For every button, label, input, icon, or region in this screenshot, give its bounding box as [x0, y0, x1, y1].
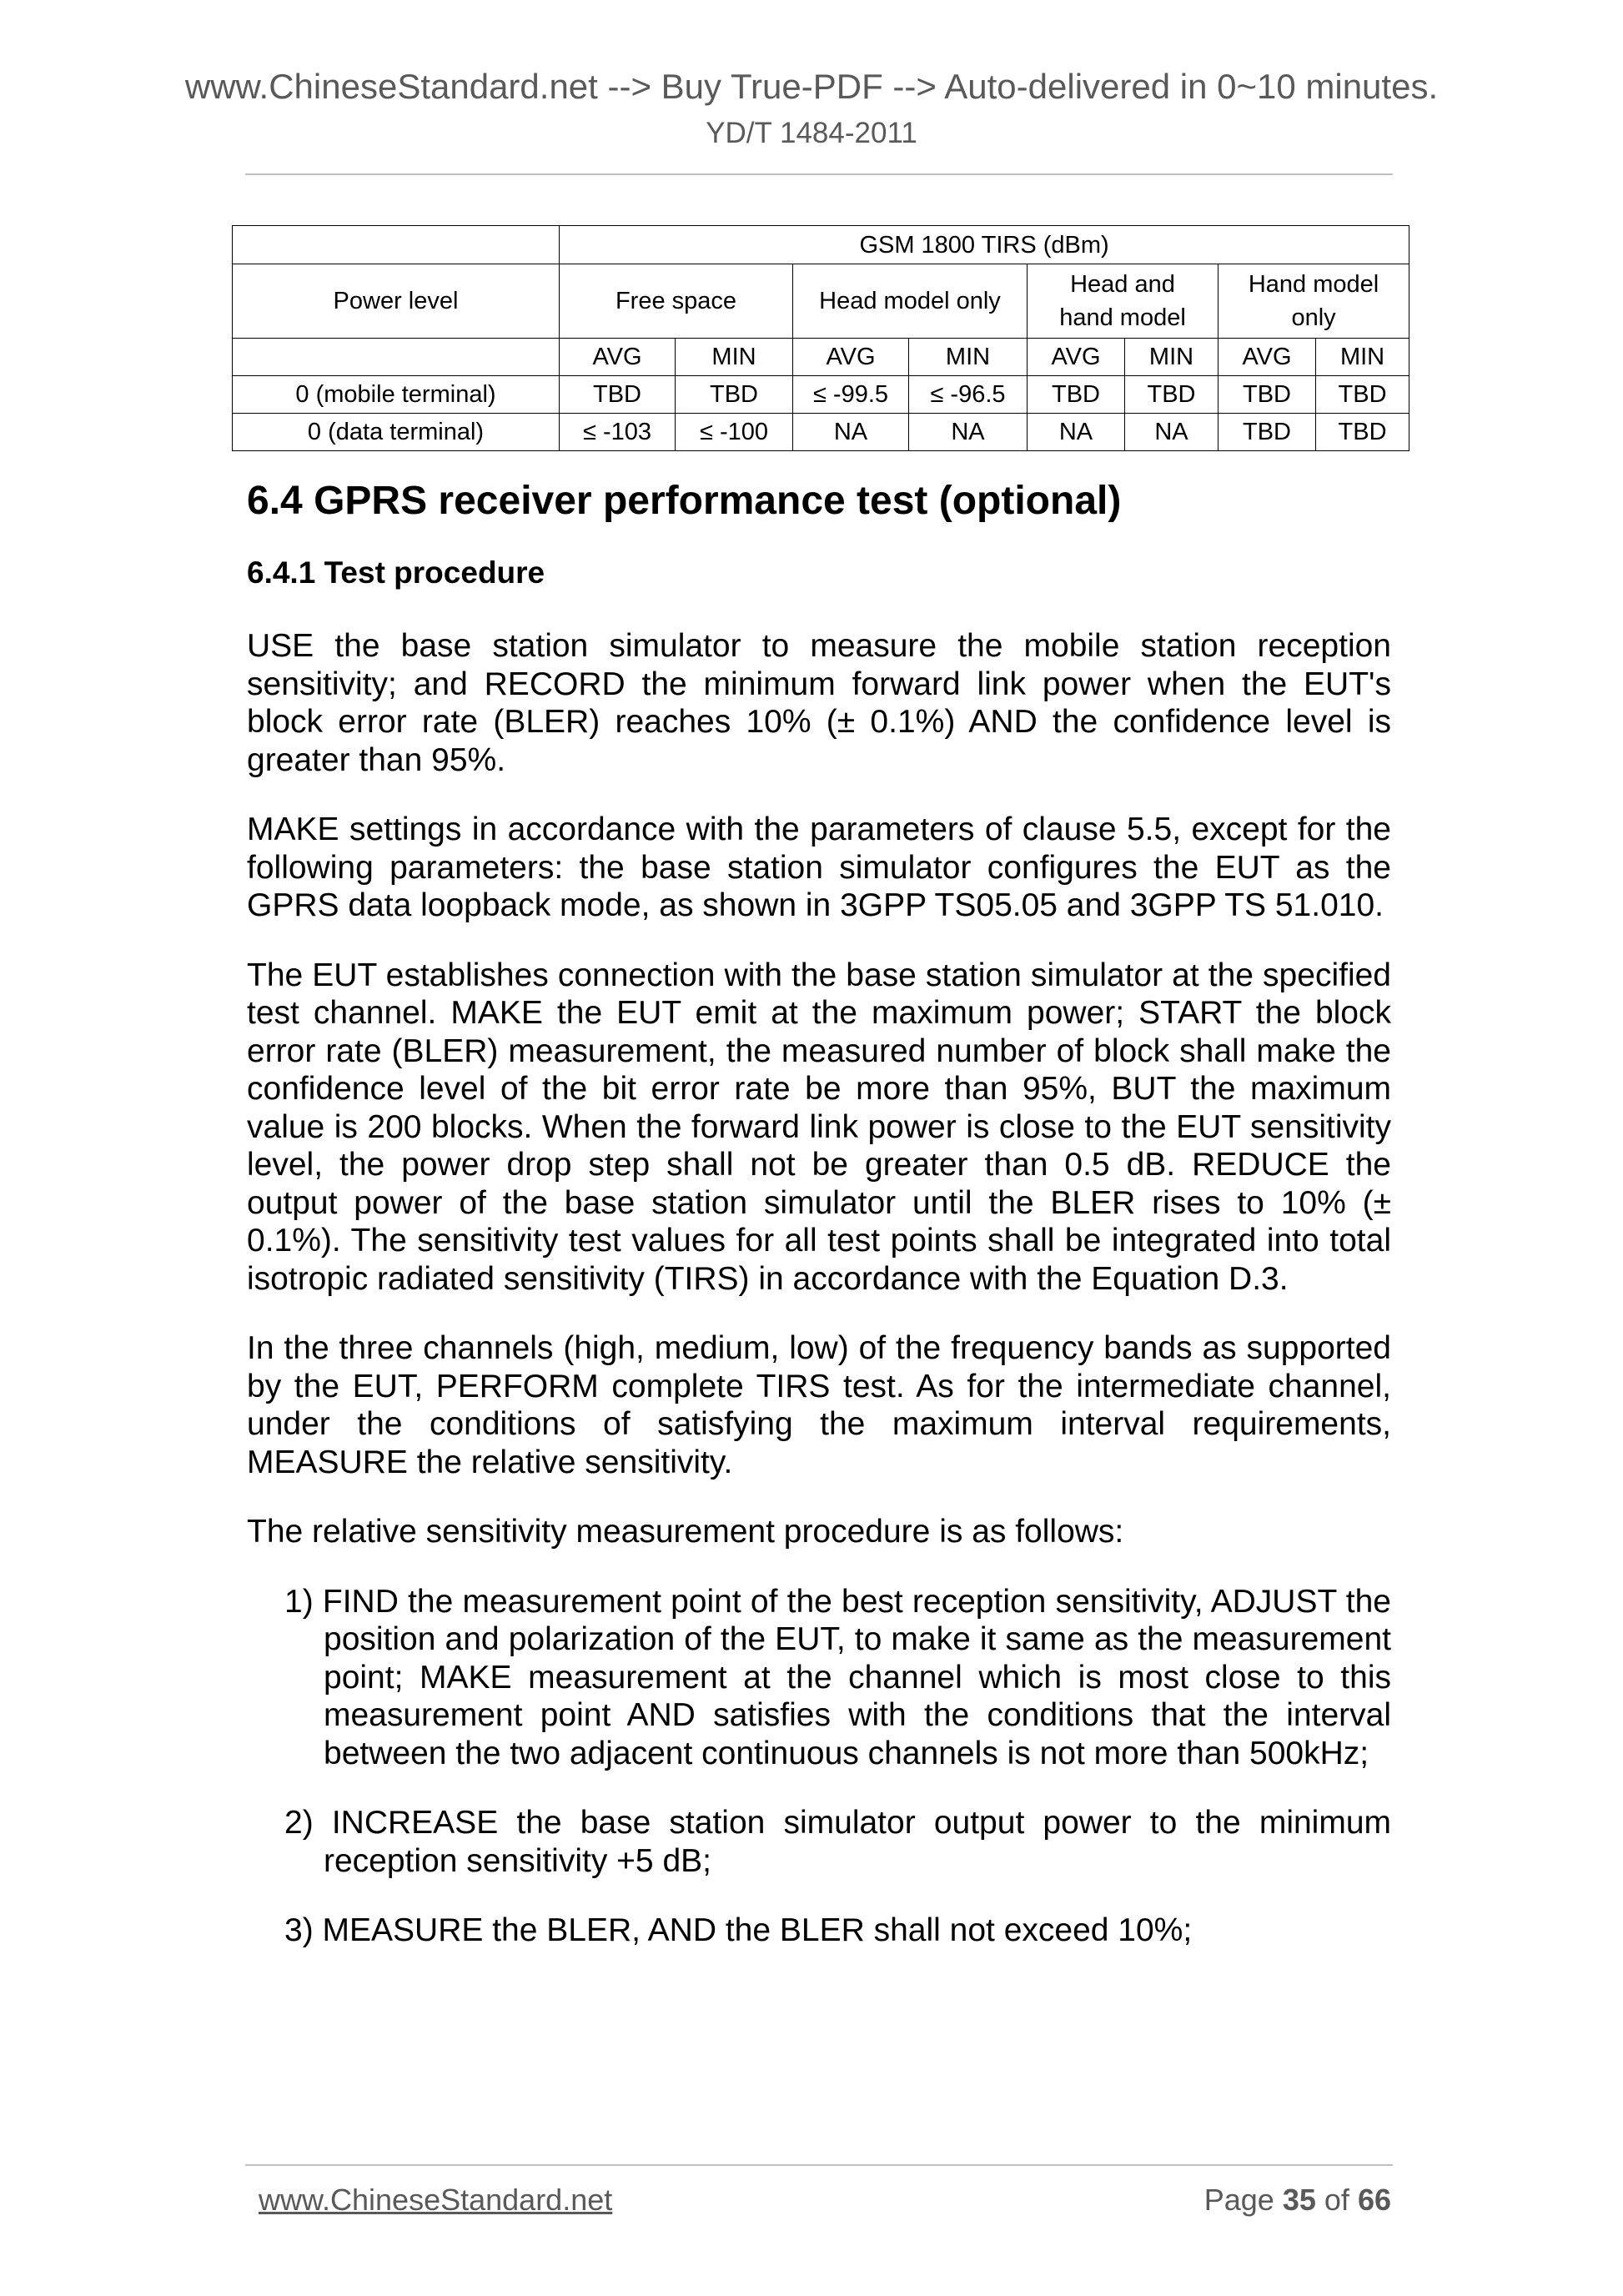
- page-current: 35: [1282, 2183, 1316, 2217]
- subheader-cell: MIN: [1316, 339, 1409, 376]
- section-content: [247, 474, 1391, 1950]
- subsection-title: 6.4.1 Test procedure: [247, 555, 545, 590]
- group-header-hand-model: [1219, 264, 1409, 339]
- paragraph: MAKE settings in accordance with the parameters of clause 5.5, except for the following parameters: the base station simulator configures the EUT as the GPRS data loopback mode, as shown in 3GPP TS05.05 and 3GPP TS 51.010.: [247, 811, 1391, 923]
- power-level-header: Power level: [233, 264, 560, 339]
- table-corner-cell: [233, 226, 560, 264]
- group-header-free-space: Free space: [560, 264, 793, 339]
- table-cell: TBD: [1028, 376, 1125, 414]
- table-cell: TBD: [560, 376, 676, 414]
- group-header-head-hand-label: Head and hand model: [1059, 271, 1186, 331]
- table-cell: TBD: [1316, 414, 1409, 451]
- group-header-head-model: Head model only: [793, 264, 1028, 339]
- table-cell: TBD: [676, 376, 793, 414]
- table-cell: ≤ -103: [560, 414, 676, 451]
- list-item: 3) MEASURE the BLER, AND the BLER shall not exceed 10%;: [284, 1912, 1193, 1948]
- subheader-cell: MIN: [676, 339, 793, 376]
- table-cell: NA: [793, 414, 909, 451]
- document-code: YD/T 1484-2011: [706, 117, 917, 149]
- page-header: [0, 65, 1623, 152]
- subheader-cell: MIN: [909, 339, 1028, 376]
- footer-link[interactable]: www.ChineseStandard.net: [259, 2183, 613, 2217]
- header-divider: [245, 173, 1393, 175]
- subheader-cell: MIN: [1125, 339, 1219, 376]
- subheader-cell: AVG: [560, 339, 676, 376]
- of-word: of: [1324, 2183, 1349, 2217]
- table-cell: TBD: [1219, 414, 1316, 451]
- procedure-steps: [247, 1583, 1391, 1950]
- paragraph: In the three channels (high, medium, low) of the frequency bands as supported by the EUT, PERFORM complete TIRS test. As for the intermediate channel, under the conditions of satisfying the maximum interval requirements, MEASURE the relative sensitivity.: [247, 1330, 1391, 1480]
- table-row: [233, 414, 1409, 451]
- subheader-cell: AVG: [1028, 339, 1125, 376]
- section-title: 6.4 GPRS receiver performance test (optional): [247, 479, 1122, 523]
- paragraph: The EUT establishes connection with the base station simulator at the specified test channel. MAKE the EUT emit at the maximum power; START the block error rate (BLER) measurement, the measured number of block shall make the confidence level of the bit error rate be more than 95%, BUT the maximum value is 200 blocks. When the forward link power is close to the EUT sensitivity level, the power drop step shall not be greater than 0.5 dB. REDUCE the output power of the base station simulator until the BLER rises to 10% (± 0.1%). The sensitivity test values for all test points shall be integrated into total isotropic radiated sensitivity (TIRS) in accordance with the Equation D.3.: [247, 957, 1391, 1297]
- table-cell: ≤ -100: [676, 414, 793, 451]
- paragraph: USE the base station simulator to measure the mobile station reception sensitivity; and RECORD the minimum forward link power when the EUT's block error rate (BLER) reaches 10% (± 0.1%) AND the confidence level is greater than 95%.: [247, 628, 1391, 778]
- page-number: [1204, 2181, 1391, 2219]
- row-label: 0 (data terminal): [233, 414, 560, 451]
- subheader-cell: AVG: [793, 339, 909, 376]
- page-total: 66: [1357, 2183, 1391, 2217]
- footer-divider: [245, 2164, 1393, 2166]
- list-item: 1) FIND the measurement point of the best reception sensitivity, ADJUST the position and polarization of the EUT, to make it same as the measurement point; MAKE measurement at the channel which is most close to this measurement point AND satisfies with the conditions that the interval between the two adjacent continuous channels is not more than 500kHz;: [284, 1583, 1391, 1771]
- group-header-head-hand-model: [1028, 264, 1219, 339]
- table-cell: TBD: [1125, 376, 1219, 414]
- table-cell: NA: [909, 414, 1028, 451]
- table-cell: TBD: [1316, 376, 1409, 414]
- row-label: 0 (mobile terminal): [233, 376, 560, 414]
- table-cell: NA: [1125, 414, 1219, 451]
- table-cell: ≤ -96.5: [909, 376, 1028, 414]
- table-row: [233, 376, 1409, 414]
- table-caption: GSM 1800 TIRS (dBm): [560, 226, 1409, 264]
- subheader-cell: AVG: [1219, 339, 1316, 376]
- page-word: Page: [1203, 2183, 1274, 2217]
- table-cell: NA: [1028, 414, 1125, 451]
- paragraph: The relative sensitivity measurement procedure is as follows:: [247, 1514, 1124, 1550]
- gsm1800-tirs-table: [232, 225, 1409, 451]
- group-header-hand-label: Hand model only: [1248, 271, 1379, 331]
- table-cell: TBD: [1219, 376, 1316, 414]
- list-item: 2) INCREASE the base station simulator output power to the minimum reception sensitivity +5 dB;: [284, 1805, 1391, 1879]
- subheader-empty-cell: [233, 339, 560, 376]
- table-cell: ≤ -99.5: [793, 376, 909, 414]
- header-link[interactable]: www.ChineseStandard.net --> Buy True-PDF --> Auto-delivered in 0~10 minutes.: [184, 67, 1439, 106]
